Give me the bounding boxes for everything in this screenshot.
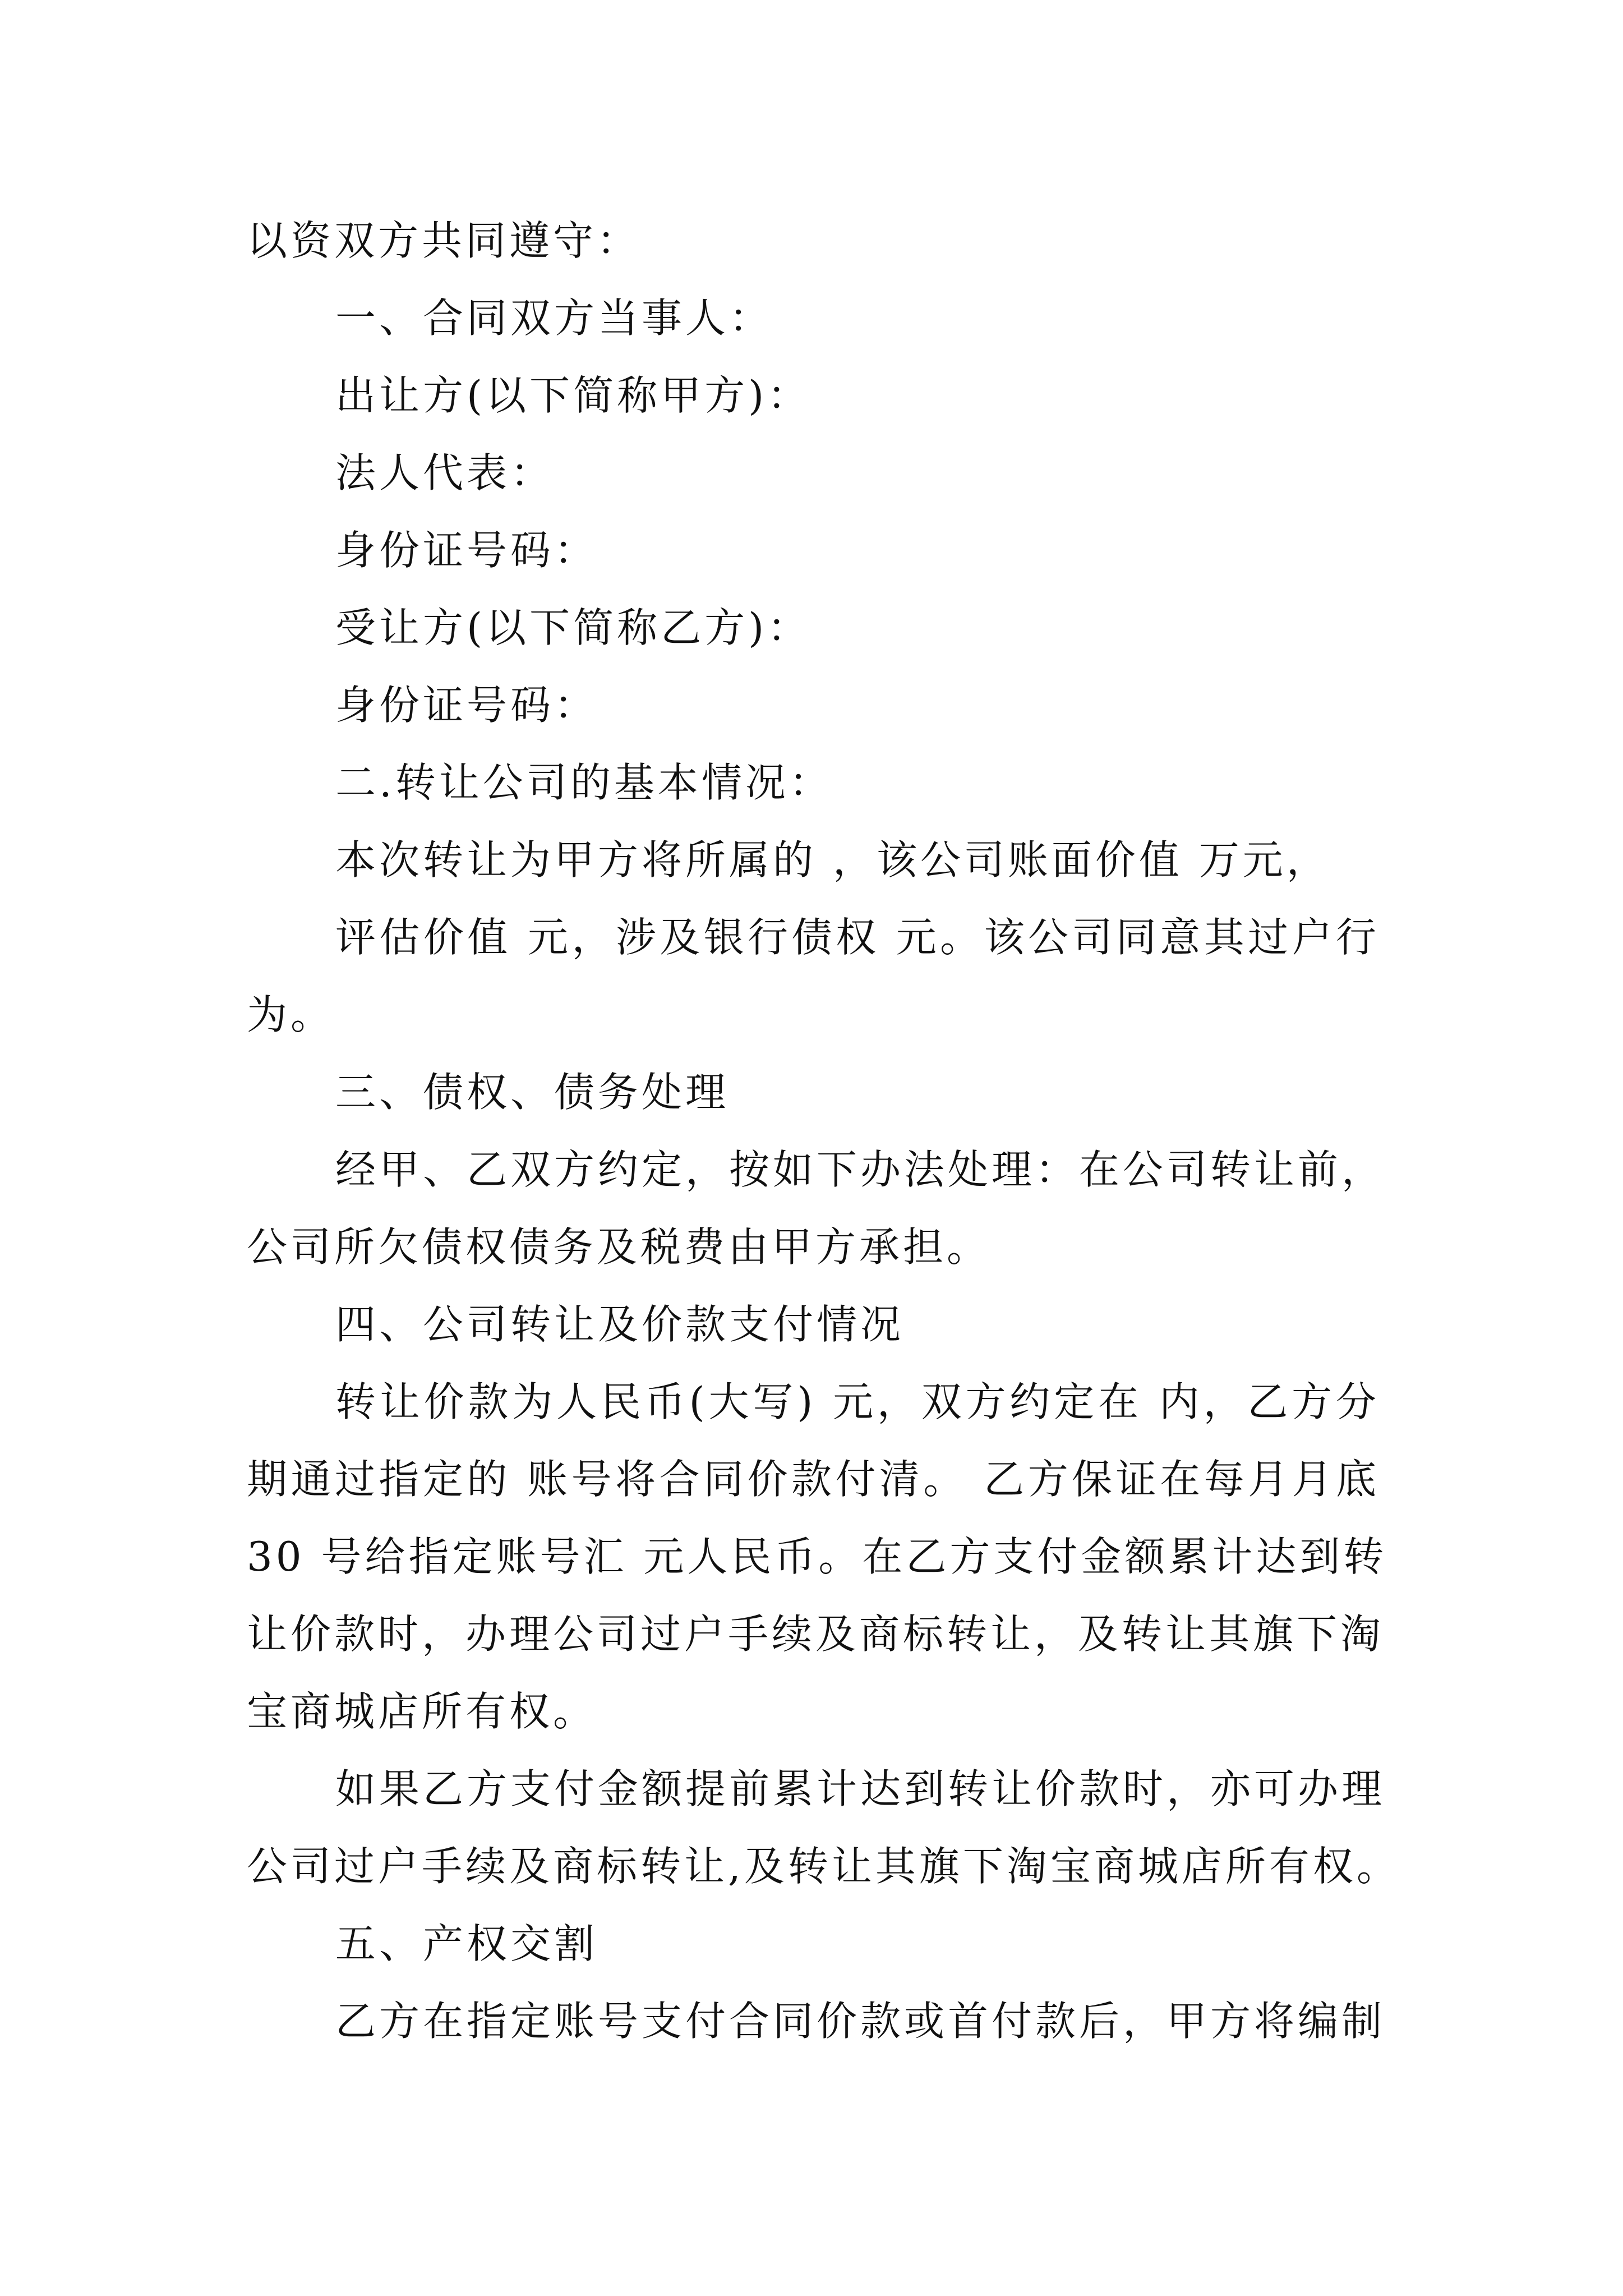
text-line: 以资双方共同遵守： [247, 217, 641, 264]
text-line: 四、公司转让及价款支付情况 [335, 1301, 905, 1348]
text-line: 二.转让公司的基本情况： [335, 759, 833, 806]
text-line: 乙方在指定账号支付合同价款或首付款后，甲方将编制 [335, 1998, 1386, 2045]
text-line: 评估价值 元，涉及银行债权 元。该公司同意其过户行 [335, 914, 1380, 961]
text-line: 受让方(以下简称乙方)： [335, 604, 811, 651]
document-body [247, 202, 1400, 2060]
text-line: 身份证号码： [335, 682, 598, 729]
text-line: 三、债权、债务处理 [335, 1069, 730, 1116]
text-line: 身份证号码： [335, 527, 598, 574]
text-line: 公司所欠债权债务及税费由甲方承担。 [247, 1223, 991, 1271]
text-line: 本次转让为甲方将所属的 ，该公司账面价值 万元， [335, 836, 1330, 884]
text-line: 五、产权交割 [335, 1920, 598, 1967]
text-line: 经甲、乙双方约定，按如下办法处理：在公司转让前， [335, 1146, 1386, 1193]
text-line: 一、合同双方当事人： [335, 295, 773, 342]
text-line: 让价款时，办理公司过户手续及商标转让，及转让其旗下淘 [247, 1611, 1385, 1658]
text-line: 期通过指定的 账号将合同价款付清。 乙方保证在每月月底 [247, 1456, 1380, 1503]
text-line: 如果乙方支付金额提前累计达到转让价款时，亦可办理 [335, 1765, 1386, 1812]
text-line: 为。 [247, 991, 335, 1038]
text-line: 公司过户手续及商标转让,及转让其旗下淘宝商城店所有权。 [247, 1843, 1400, 1890]
text-line: 转让价款为人民币(大写) 元，双方约定在 内，乙方分 [335, 1378, 1380, 1425]
text-line: 法人代表： [335, 449, 555, 496]
text-line: 30 号给指定账号汇 元人民币。在乙方支付金额累计达到转 [247, 1533, 1387, 1580]
text-line: 宝商城店所有权。 [247, 1688, 597, 1735]
text-line: 出让方(以下简称甲方)： [335, 372, 811, 419]
